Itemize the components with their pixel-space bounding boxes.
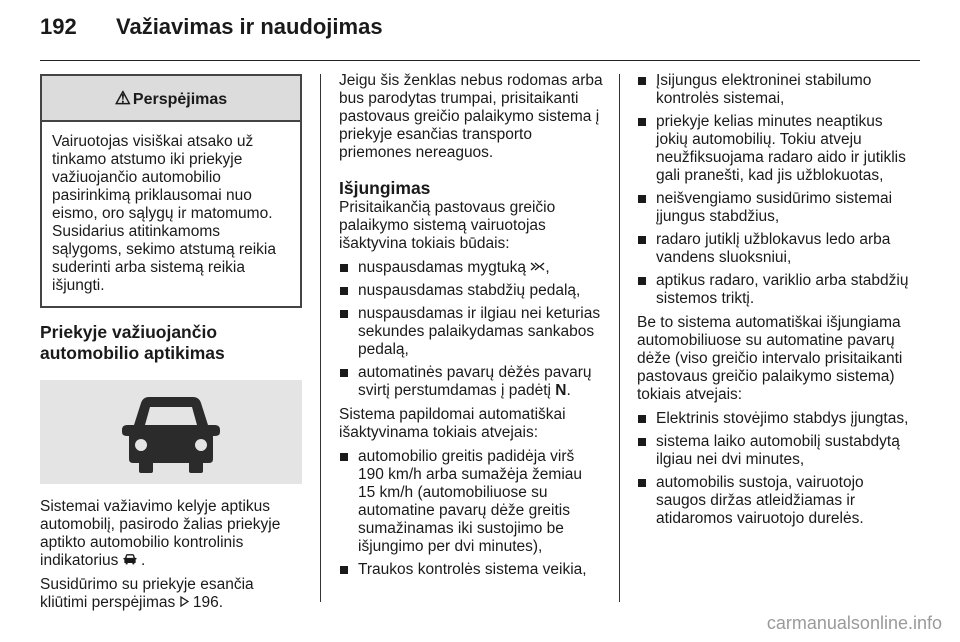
list-item: Traukos kontrolės sistema veikia, — [339, 561, 603, 579]
auto-deactivation-list — [339, 448, 603, 579]
list-item: Elektrinis stovėjimo stabdys įjungtas, — [637, 410, 911, 428]
list-item: Įsijungus elektroninei stabilumo kontrolės sistemai, — [637, 72, 911, 108]
list-item: aptikus radaro, variklio arba stabdžių sistemos triktį. — [637, 272, 911, 308]
reference-arrow-icon — [180, 594, 193, 611]
collision-reference-paragraph: Susidūrimo su priekyje esančia kliūtimi perspėjimas 196. — [40, 576, 254, 611]
car-illustration — [40, 380, 302, 484]
column-divider — [320, 74, 321, 602]
list-item: neišvengiamo susidūrimo sistemai įjungus stabdžius, — [637, 190, 911, 226]
page-number: 192 — [40, 14, 77, 39]
list-item: nuspausdamas ir ilgiau nei keturias sekundes palaikydamas sankabos pedalą, — [339, 305, 603, 359]
column-3 — [637, 72, 911, 534]
warning-header — [42, 76, 300, 122]
header-rule — [40, 60, 920, 61]
car-indicator-icon — [123, 552, 141, 569]
car-front-icon — [119, 393, 223, 473]
list-item: priekyje kelias minutes neaptikus jokių automobilių. Tokiu atveju neužfiksuojama radaro aido ir jutiklis gali pranešti, kad jis užblokuotas, — [637, 113, 911, 185]
paragraph: Jeigu šis ženklas nebus rodomas arba bus parodytas trumpai, prisitaikanti pastovaus greičio palaikymo sistema į priekyje esančias transporto priemones nereaguos. — [339, 72, 603, 161]
subheading-deactivation: Išjungimas — [339, 178, 431, 198]
warning-triangle-icon: ⚠ — [114, 88, 131, 108]
list-item: nuspausdamas mygtuką , — [339, 259, 603, 277]
paragraph: Sistema papildomai automatiškai išaktyvinama tokiais atvejais: — [339, 406, 566, 441]
paragraph: Be to sistema automatiškai išjungiama automobiliuose su automatine pavarų dėže (viso greičio intervalo prisitaikanti pastovaus greičio palaikymo sistema) tokiais atvejais: — [637, 314, 903, 403]
warning-body: Vairuotojas visiškai atsako už tinkamo atstumo iki priekyje važiuojančio automobilio pasirinkimą priklausomai nuo eismo, oro sąlygų ir matomumo. Susidarius atitinkamoms sąlygoms, sekimo atstumą reikia suderinti arba sistemą reikia išjungti. — [52, 133, 276, 294]
page-header — [40, 14, 383, 40]
list-item: automatinės pavarų dėžės pavarų svirtį perstumdamas į padėtį N. — [339, 364, 603, 400]
warning-title: Perspėjimas — [132, 91, 228, 108]
warning-box — [40, 74, 302, 308]
paragraph: Prisitaikančią pastovaus greičio palaikymo sistemą vairuotojas išaktyvina tokiais būdais: — [339, 199, 556, 252]
page-title: Važiavimas ir naudojimas — [116, 14, 383, 39]
column-2 — [339, 72, 603, 585]
section-heading: Priekyje važiuojančio automobilio aptikimas — [40, 322, 225, 363]
page-reference[interactable]: 196. — [192, 594, 224, 611]
list-item: nuspausdamas stabdžių pedalą, — [339, 282, 603, 300]
column-divider — [619, 74, 620, 602]
cruise-button-icon — [530, 259, 545, 276]
list-item: radaro jutiklį užblokavus ledo arba vandens sluoksniui, — [637, 231, 911, 267]
list-item: sistema laiko automobilį sustabdytą ilgiau nei dvi minutes, — [637, 433, 911, 469]
automatic-gearbox-list — [637, 410, 911, 528]
deactivation-list — [339, 259, 603, 400]
column-1 — [40, 72, 302, 618]
list-item: automobilio greitis padidėja virš 190 km/h arba sumažėja žemiau 15 km/h (automobiliuose su automatine pavarų dėže greitis sumažinamas iki sustojimo be išjungimo per dvi minutes), — [339, 448, 603, 556]
condition-list — [637, 72, 911, 308]
list-item: automobilis sustoja, vairuotojo saugos diržas atleidžiamas ir atidaromos vairuotojo durelės. — [637, 474, 911, 528]
watermark: carmanualsonline.info — [766, 613, 942, 633]
detection-paragraph: Sistemai važiavimo kelyje aptikus automobilį, pasirodo žalias priekyje aptikto automobilio kontrolinis indikatorius . — [40, 498, 281, 569]
